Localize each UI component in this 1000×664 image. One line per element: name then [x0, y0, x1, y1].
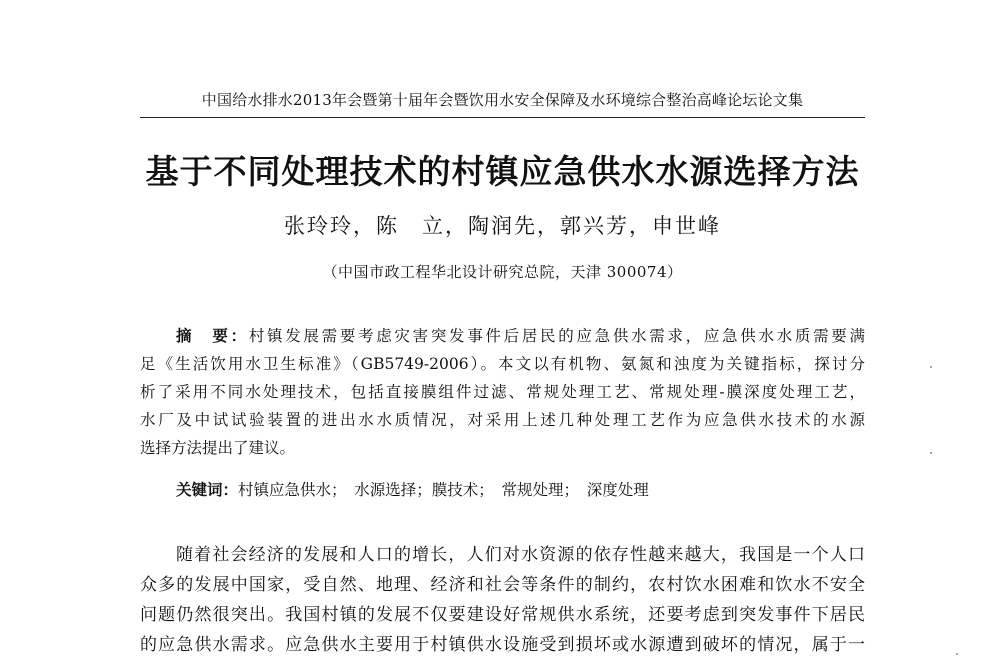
scan-speck: [930, 366, 932, 368]
running-header: 中国给水排水2013年会暨第十届年会暨饮用水安全保障及水环境综合整治高峰论坛论文集: [201, 91, 804, 109]
abstract-label: 摘 要：: [176, 327, 249, 345]
keywords-text: 村镇应急供水； 水源选择；膜技术； 常规处理； 深度处理: [238, 481, 649, 499]
abstract: [140, 322, 865, 462]
body-line: 随着社会经济的发展和人口的增长，人们对水资源的依存性越来越大，我国是一个人口: [176, 545, 865, 565]
body-line: 众多的发展中国家，受自然、地理、经济和社会等条件的制约，农村饮水困难和饮水不安全: [140, 575, 865, 595]
keywords: [176, 478, 649, 502]
abstract-line: 选择方法提出了建议。: [140, 439, 296, 457]
abstract-line: 足《生活饮用水卫生标准》（GB5749-2006）。本文以有机物、氨氮和浊度为关键指标，探讨分: [140, 355, 865, 373]
scan-speck: [956, 653, 958, 655]
keywords-label: 关键词：: [176, 481, 239, 499]
abstract-line-text: 村镇发展需要考虑灾害突发事件后居民的应急供水需求，应急供水水质需要满: [248, 327, 865, 345]
header-rule: [140, 117, 865, 118]
body-paragraph: [140, 540, 865, 660]
abstract-line: 析了采用不同水处理技术，包括直接膜组件过滤、常规处理工艺、常规处理-膜深度处理工艺，: [140, 383, 865, 401]
body-line: 的应急供水需求。应急供水主要用于村镇供水设施受到损坏或水源遭到破坏的情况，属于一: [140, 635, 865, 655]
scan-speck: [930, 452, 932, 454]
affiliation: （中国市政工程华北设计研究总院，天津 300074）: [322, 263, 683, 281]
body-line: 问题仍然很突出。我国村镇的发展不仅要建设好常规供水系统，还要考虑到突发事件下居民: [140, 605, 865, 625]
abstract-line: [140, 322, 865, 350]
authors: 张玲玲，陈 立，陶润先，郭兴芳，申世峰: [284, 214, 721, 238]
abstract-line: 水厂及中试试验装置的进出水水质情况，对采用上述几种处理工艺作为应急供水技术的水源: [140, 411, 865, 429]
paper-title: 基于不同处理技术的村镇应急供水水源选择方法: [145, 152, 860, 191]
